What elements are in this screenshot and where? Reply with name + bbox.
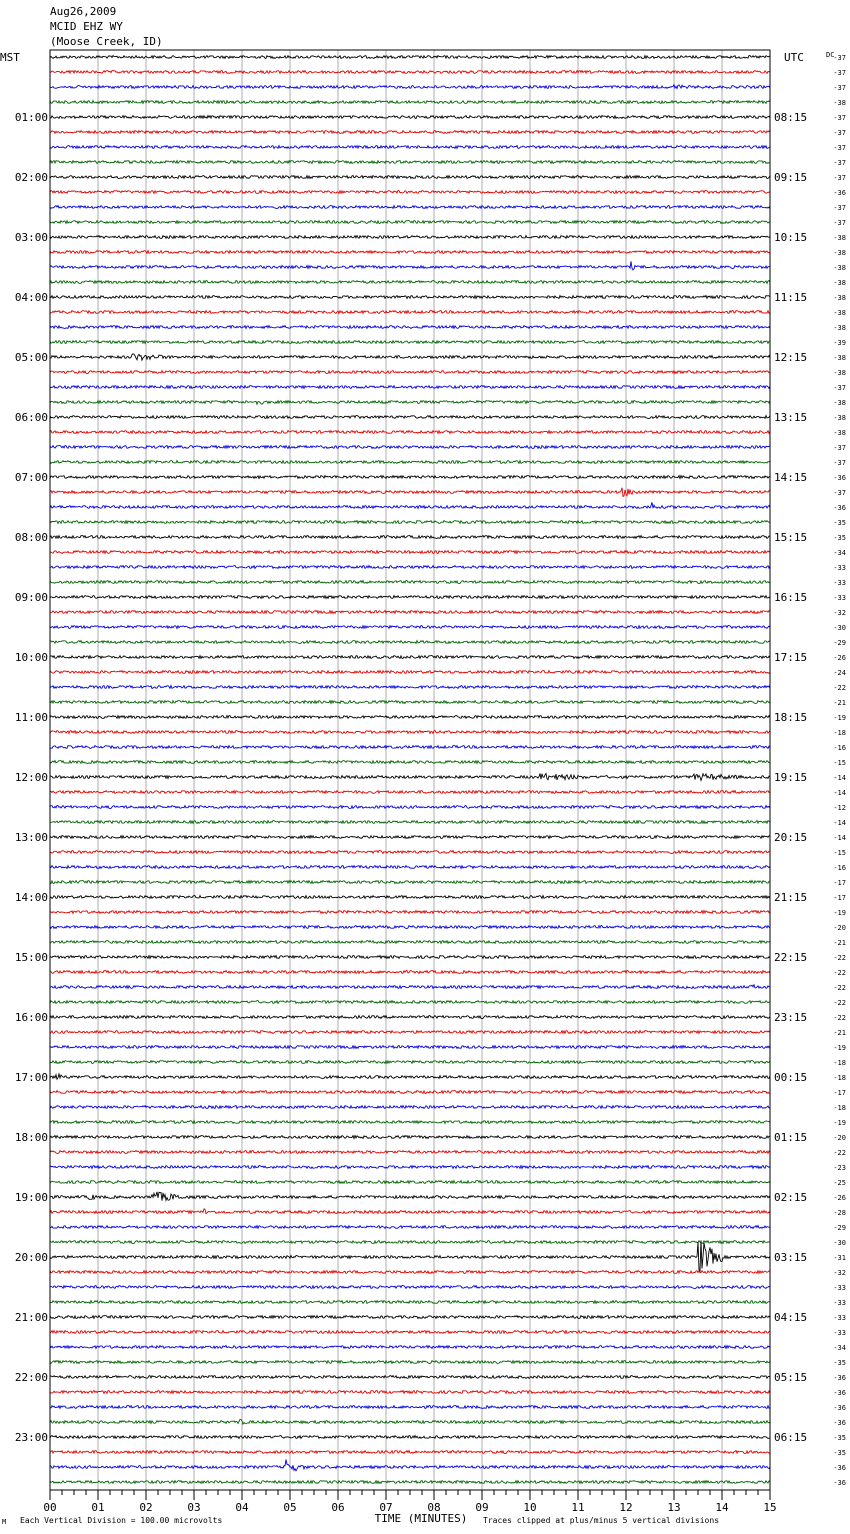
dc-offset-label: -35 bbox=[833, 1449, 846, 1457]
dc-offset-label: -37 bbox=[833, 174, 846, 182]
trace-line bbox=[50, 1121, 770, 1124]
x-tick-label: 06 bbox=[331, 1501, 345, 1514]
left-time-label: 16:00 bbox=[14, 1011, 48, 1024]
dc-offset-label: -21 bbox=[833, 1029, 846, 1037]
dc-offset-label: -32 bbox=[833, 609, 846, 617]
trace-line bbox=[50, 641, 770, 644]
right-time-label: 17:15 bbox=[774, 651, 808, 664]
dc-offset-label: -37 bbox=[833, 84, 846, 92]
trace-line bbox=[50, 1240, 770, 1271]
x-axis-label: TIME (MINUTES) bbox=[374, 1512, 468, 1525]
dc-offset-label: -20 bbox=[833, 1134, 846, 1142]
right-time-label: 12:15 bbox=[774, 351, 808, 364]
dc-offset-label: -35 bbox=[833, 534, 846, 542]
x-tick-label: 02 bbox=[139, 1501, 153, 1514]
x-tick-label: 07 bbox=[379, 1501, 393, 1514]
dc-offset-label: -38 bbox=[833, 369, 846, 377]
plot-frame bbox=[50, 50, 770, 1490]
dc-offset-label: -17 bbox=[833, 894, 846, 902]
dc-offset-label: -34 bbox=[833, 1344, 846, 1352]
right-time-label: 13:15 bbox=[774, 411, 808, 424]
trace-line bbox=[50, 911, 770, 914]
left-time-label: 01:00 bbox=[14, 111, 48, 124]
dc-offset-label: -15 bbox=[833, 759, 846, 767]
dc-offset-label: -33 bbox=[833, 579, 846, 587]
left-time-label: 09:00 bbox=[14, 591, 48, 604]
trace-line bbox=[50, 671, 770, 674]
dc-offset-label: -14 bbox=[833, 774, 846, 782]
right-time-label: 15:15 bbox=[774, 531, 808, 544]
dc-offset-label: -33 bbox=[833, 1299, 846, 1307]
trace-line bbox=[50, 1376, 770, 1379]
trace-line bbox=[50, 1391, 770, 1394]
dc-offset-label: -38 bbox=[833, 294, 846, 302]
trace-line bbox=[50, 476, 770, 479]
trace-line bbox=[50, 1074, 770, 1079]
x-tick-label: 14 bbox=[715, 1501, 729, 1514]
dc-offset-label: -22 bbox=[833, 684, 846, 692]
dc-offset-label: -16 bbox=[833, 864, 846, 872]
header-station: MCID EHZ WY bbox=[50, 20, 123, 33]
trace-line bbox=[50, 416, 770, 419]
scale-note: Each Vertical Division = 100.00 microvolts bbox=[20, 1516, 223, 1525]
trace-line bbox=[50, 701, 770, 704]
trace-line bbox=[50, 985, 770, 989]
x-tick-label: 01 bbox=[91, 1501, 105, 1514]
trace-line bbox=[50, 1031, 770, 1034]
trace-line bbox=[50, 881, 770, 884]
dc-offset-label: -18 bbox=[833, 1104, 846, 1112]
x-tick-label: 10 bbox=[523, 1501, 537, 1514]
trace-line bbox=[50, 941, 770, 944]
corner-mark: M bbox=[2, 1518, 7, 1526]
trace-line bbox=[50, 1192, 770, 1201]
dc-offset-label: -17 bbox=[833, 1089, 846, 1097]
dc-offset-label: -39 bbox=[833, 339, 846, 347]
trace-line bbox=[50, 191, 770, 194]
left-time-label: 05:00 bbox=[14, 351, 48, 364]
trace-line bbox=[50, 761, 770, 764]
dc-offset-label: -38 bbox=[833, 279, 846, 287]
trace-line bbox=[50, 836, 770, 839]
left-time-label: 03:00 bbox=[14, 231, 48, 244]
dc-offset-label: -38 bbox=[833, 354, 846, 362]
dc-offset-label: -17 bbox=[833, 879, 846, 887]
dc-offset-label: -38 bbox=[833, 99, 846, 107]
trace-line bbox=[50, 311, 770, 314]
x-tick-label: 05 bbox=[283, 1501, 297, 1514]
dc-offset-label: -37 bbox=[833, 444, 846, 452]
dc-offset-label: -22 bbox=[833, 954, 846, 962]
trace-line bbox=[50, 791, 770, 794]
trace-line bbox=[50, 161, 770, 164]
trace-line bbox=[50, 386, 770, 389]
left-zone-label: MST bbox=[0, 51, 20, 64]
dc-offset-label: -37 bbox=[833, 69, 846, 77]
x-tick-label: 04 bbox=[235, 1501, 249, 1514]
trace-line bbox=[50, 251, 770, 254]
trace-line bbox=[50, 656, 770, 659]
dc-offset-label: -30 bbox=[833, 1239, 846, 1247]
right-time-label: 16:15 bbox=[774, 591, 808, 604]
dc-offset-label: -33 bbox=[833, 1284, 846, 1292]
trace-line bbox=[50, 896, 770, 899]
trace-line bbox=[50, 611, 770, 614]
right-time-label: 00:15 bbox=[774, 1071, 808, 1084]
trace-line bbox=[50, 1166, 770, 1169]
dc-offset-label: -18 bbox=[833, 1059, 846, 1067]
dc-offset-label: -29 bbox=[833, 1224, 846, 1232]
x-tick-label: 09 bbox=[475, 1501, 489, 1514]
dc-offset-label: -37 bbox=[833, 159, 846, 167]
left-time-label: 21:00 bbox=[14, 1311, 48, 1324]
left-time-label: 14:00 bbox=[14, 891, 48, 904]
trace-line bbox=[50, 1181, 770, 1184]
dc-offset-label: -20 bbox=[833, 924, 846, 932]
trace-line bbox=[50, 1451, 770, 1454]
dc-offset-label: -33 bbox=[833, 1329, 846, 1337]
dc-offset-label: -32 bbox=[833, 1269, 846, 1277]
trace-line bbox=[50, 341, 770, 344]
right-time-label: 01:15 bbox=[774, 1131, 808, 1144]
dc-header-label: DC bbox=[826, 51, 835, 59]
trace-line bbox=[50, 221, 770, 224]
dc-offset-label: -14 bbox=[833, 819, 846, 827]
trace-line bbox=[50, 626, 770, 629]
dc-offset-label: -21 bbox=[833, 939, 846, 947]
right-time-label: 09:15 bbox=[774, 171, 808, 184]
dc-offset-label: -38 bbox=[833, 234, 846, 242]
dc-offset-label: -37 bbox=[833, 144, 846, 152]
dc-offset-label: -19 bbox=[833, 909, 846, 917]
x-tick-label: 08 bbox=[427, 1501, 441, 1514]
dc-offset-label: -33 bbox=[833, 1314, 846, 1322]
trace-line bbox=[50, 1001, 770, 1004]
right-time-label: 23:15 bbox=[774, 1011, 808, 1024]
dc-offset-label: -38 bbox=[833, 399, 846, 407]
trace-line bbox=[50, 536, 770, 539]
trace-line bbox=[50, 1136, 770, 1139]
trace-line bbox=[50, 1406, 770, 1409]
trace-line bbox=[50, 806, 770, 809]
trace-line bbox=[50, 1151, 770, 1154]
trace-line bbox=[50, 716, 770, 719]
trace-line bbox=[50, 1481, 770, 1484]
left-time-label: 13:00 bbox=[14, 831, 48, 844]
dc-offset-label: -22 bbox=[833, 1014, 846, 1022]
trace-line bbox=[50, 326, 770, 329]
left-time-label: 02:00 bbox=[14, 171, 48, 184]
trace-line bbox=[50, 401, 770, 405]
right-time-label: 03:15 bbox=[774, 1251, 808, 1264]
dc-offset-label: -19 bbox=[833, 714, 846, 722]
trace-line bbox=[50, 446, 770, 449]
dc-offset-label: -19 bbox=[833, 1119, 846, 1127]
right-time-label: 04:15 bbox=[774, 1311, 808, 1324]
dc-offset-label: -35 bbox=[833, 519, 846, 527]
right-time-label: 22:15 bbox=[774, 951, 808, 964]
trace-line bbox=[50, 488, 770, 497]
trace-line bbox=[50, 131, 770, 134]
trace-line bbox=[50, 1226, 770, 1229]
right-time-label: 20:15 bbox=[774, 831, 808, 844]
right-time-label: 06:15 bbox=[774, 1431, 808, 1444]
trace-line bbox=[50, 1346, 770, 1349]
trace-line bbox=[50, 686, 770, 689]
x-tick-label: 03 bbox=[187, 1501, 201, 1514]
dc-offset-label: -36 bbox=[833, 474, 846, 482]
trace-line bbox=[50, 746, 770, 749]
dc-offset-label: -18 bbox=[833, 729, 846, 737]
left-time-label: 08:00 bbox=[14, 531, 48, 544]
trace-line bbox=[50, 821, 770, 824]
trace-lines bbox=[50, 56, 770, 1484]
header-location: (Moose Creek, ID) bbox=[50, 35, 163, 48]
trace-line bbox=[50, 1316, 770, 1319]
trace-line bbox=[50, 146, 770, 149]
trace-line bbox=[50, 581, 770, 584]
dc-offset-label: -36 bbox=[833, 1389, 846, 1397]
dc-offset-label: -37 bbox=[833, 489, 846, 497]
dc-offset-label: -22 bbox=[833, 1149, 846, 1157]
right-time-label: 14:15 bbox=[774, 471, 808, 484]
dc-offset-label: -12 bbox=[833, 804, 846, 812]
dc-offset-label: -21 bbox=[833, 699, 846, 707]
dc-offset-label: -36 bbox=[833, 504, 846, 512]
trace-line bbox=[50, 206, 770, 209]
dc-offset-label: -36 bbox=[833, 189, 846, 197]
left-time-label: 04:00 bbox=[14, 291, 48, 304]
x-tick-label: 12 bbox=[619, 1501, 633, 1514]
right-time-label: 11:15 bbox=[774, 291, 808, 304]
left-time-label: 06:00 bbox=[14, 411, 48, 424]
trace-line bbox=[50, 56, 770, 59]
trace-line bbox=[50, 1209, 770, 1214]
x-tick-label: 13 bbox=[667, 1501, 681, 1514]
trace-line bbox=[50, 371, 770, 374]
dc-offset-label: -22 bbox=[833, 984, 846, 992]
trace-line bbox=[50, 1016, 770, 1019]
x-tick-label: 11 bbox=[571, 1501, 585, 1514]
trace-line bbox=[50, 851, 770, 854]
trace-line bbox=[50, 551, 770, 554]
left-time-label: 15:00 bbox=[14, 951, 48, 964]
right-time-label: 21:15 bbox=[774, 891, 808, 904]
trace-line bbox=[50, 71, 770, 74]
dc-offset-label: -38 bbox=[833, 429, 846, 437]
right-time-label: 18:15 bbox=[774, 711, 808, 724]
trace-line bbox=[50, 1419, 770, 1424]
dc-offset-label: -38 bbox=[833, 324, 846, 332]
trace-line bbox=[50, 1271, 770, 1274]
right-time-label: 08:15 bbox=[774, 111, 808, 124]
dc-offset-label: -38 bbox=[833, 249, 846, 257]
dc-offset-label: -19 bbox=[833, 1044, 846, 1052]
right-time-label: 02:15 bbox=[774, 1191, 808, 1204]
trace-line bbox=[50, 1460, 770, 1471]
trace-line bbox=[50, 1091, 770, 1094]
left-time-label: 20:00 bbox=[14, 1251, 48, 1264]
dc-offset-label: -14 bbox=[833, 834, 846, 842]
trace-line bbox=[50, 281, 770, 284]
trace-line bbox=[50, 1301, 770, 1304]
trace-line bbox=[50, 956, 770, 959]
right-time-label: 19:15 bbox=[774, 771, 808, 784]
clip-note: Traces clipped at plus/minus 5 vertical divisions bbox=[483, 1516, 720, 1525]
trace-line bbox=[50, 521, 770, 524]
dc-offset-label: -30 bbox=[833, 624, 846, 632]
trace-line bbox=[50, 176, 770, 179]
trace-line bbox=[50, 774, 770, 781]
dc-offset-label: -35 bbox=[833, 1359, 846, 1367]
trace-line bbox=[50, 431, 770, 434]
left-time-label: 17:00 bbox=[14, 1071, 48, 1084]
trace-line bbox=[50, 101, 770, 104]
trace-line bbox=[50, 731, 770, 734]
trace-line bbox=[50, 866, 770, 869]
trace-line bbox=[50, 502, 770, 508]
left-time-label: 23:00 bbox=[14, 1431, 48, 1444]
dc-offset-label: -26 bbox=[833, 654, 846, 662]
dc-offset-label: -14 bbox=[833, 789, 846, 797]
trace-line bbox=[50, 1061, 770, 1064]
dc-offset-label: -25 bbox=[833, 1179, 846, 1187]
dc-offset-label: -35 bbox=[833, 1434, 846, 1442]
dc-offset-label: -37 bbox=[833, 54, 846, 62]
dc-offset-label: -37 bbox=[833, 129, 846, 137]
trace-line bbox=[50, 1046, 770, 1049]
trace-line bbox=[50, 236, 770, 239]
dc-offset-label: -36 bbox=[833, 1479, 846, 1487]
x-tick-label: 00 bbox=[43, 1501, 57, 1514]
dc-offset-label: -38 bbox=[833, 414, 846, 422]
trace-line bbox=[50, 261, 770, 270]
dc-offset-label: -34 bbox=[833, 549, 846, 557]
dc-offset-label: -22 bbox=[833, 999, 846, 1007]
trace-line bbox=[50, 596, 770, 599]
trace-line bbox=[50, 1106, 770, 1109]
dc-offset-label: -33 bbox=[833, 594, 846, 602]
dc-offset-label: -28 bbox=[833, 1209, 846, 1217]
trace-line bbox=[50, 1241, 770, 1244]
trace-line bbox=[50, 296, 770, 299]
left-time-label: 11:00 bbox=[14, 711, 48, 724]
dc-offset-label: -26 bbox=[833, 1194, 846, 1202]
trace-line bbox=[50, 354, 770, 360]
dc-offset-label: -37 bbox=[833, 204, 846, 212]
trace-line bbox=[50, 1436, 770, 1439]
trace-line bbox=[50, 971, 770, 974]
dc-offset-label: -16 bbox=[833, 744, 846, 752]
dc-offset-label: -36 bbox=[833, 1374, 846, 1382]
left-time-label: 22:00 bbox=[14, 1371, 48, 1384]
dc-offset-label: -31 bbox=[833, 1254, 846, 1262]
dc-offset-label: -37 bbox=[833, 114, 846, 122]
trace-line bbox=[50, 926, 770, 929]
dc-offset-label: -36 bbox=[833, 1464, 846, 1472]
x-tick-label: 15 bbox=[763, 1501, 777, 1514]
dc-offset-label: -36 bbox=[833, 1419, 846, 1427]
left-time-label: 19:00 bbox=[14, 1191, 48, 1204]
header-date: Aug26,2009 bbox=[50, 5, 117, 18]
dc-offset-label: -22 bbox=[833, 969, 846, 977]
dc-offset-label: -38 bbox=[833, 264, 846, 272]
trace-line bbox=[50, 461, 770, 464]
dc-offset-label: -37 bbox=[833, 384, 846, 392]
trace-line bbox=[50, 1331, 770, 1334]
trace-line bbox=[50, 116, 770, 119]
left-time-label: 07:00 bbox=[14, 471, 48, 484]
trace-line bbox=[50, 85, 770, 89]
dc-offset-label: -36 bbox=[833, 1404, 846, 1412]
chart-labels bbox=[0, 51, 846, 1525]
right-zone-label: UTC bbox=[784, 51, 804, 64]
right-time-label: 05:15 bbox=[774, 1371, 808, 1384]
dc-offset-label: -23 bbox=[833, 1164, 846, 1172]
left-time-label: 12:00 bbox=[14, 771, 48, 784]
trace-line bbox=[50, 566, 770, 569]
dc-offset-label: -38 bbox=[833, 309, 846, 317]
dc-offset-label: -37 bbox=[833, 459, 846, 467]
left-time-label: 10:00 bbox=[14, 651, 48, 664]
dc-offset-label: -15 bbox=[833, 849, 846, 857]
dc-offset-label: -29 bbox=[833, 639, 846, 647]
trace-line bbox=[50, 1286, 770, 1289]
dc-offset-label: -18 bbox=[833, 1074, 846, 1082]
dc-offset-label: -33 bbox=[833, 564, 846, 572]
trace-line bbox=[50, 1361, 770, 1364]
right-time-label: 10:15 bbox=[774, 231, 808, 244]
dc-offset-label: -24 bbox=[833, 669, 846, 677]
dc-offset-label: -37 bbox=[833, 219, 846, 227]
left-time-label: 18:00 bbox=[14, 1131, 48, 1144]
